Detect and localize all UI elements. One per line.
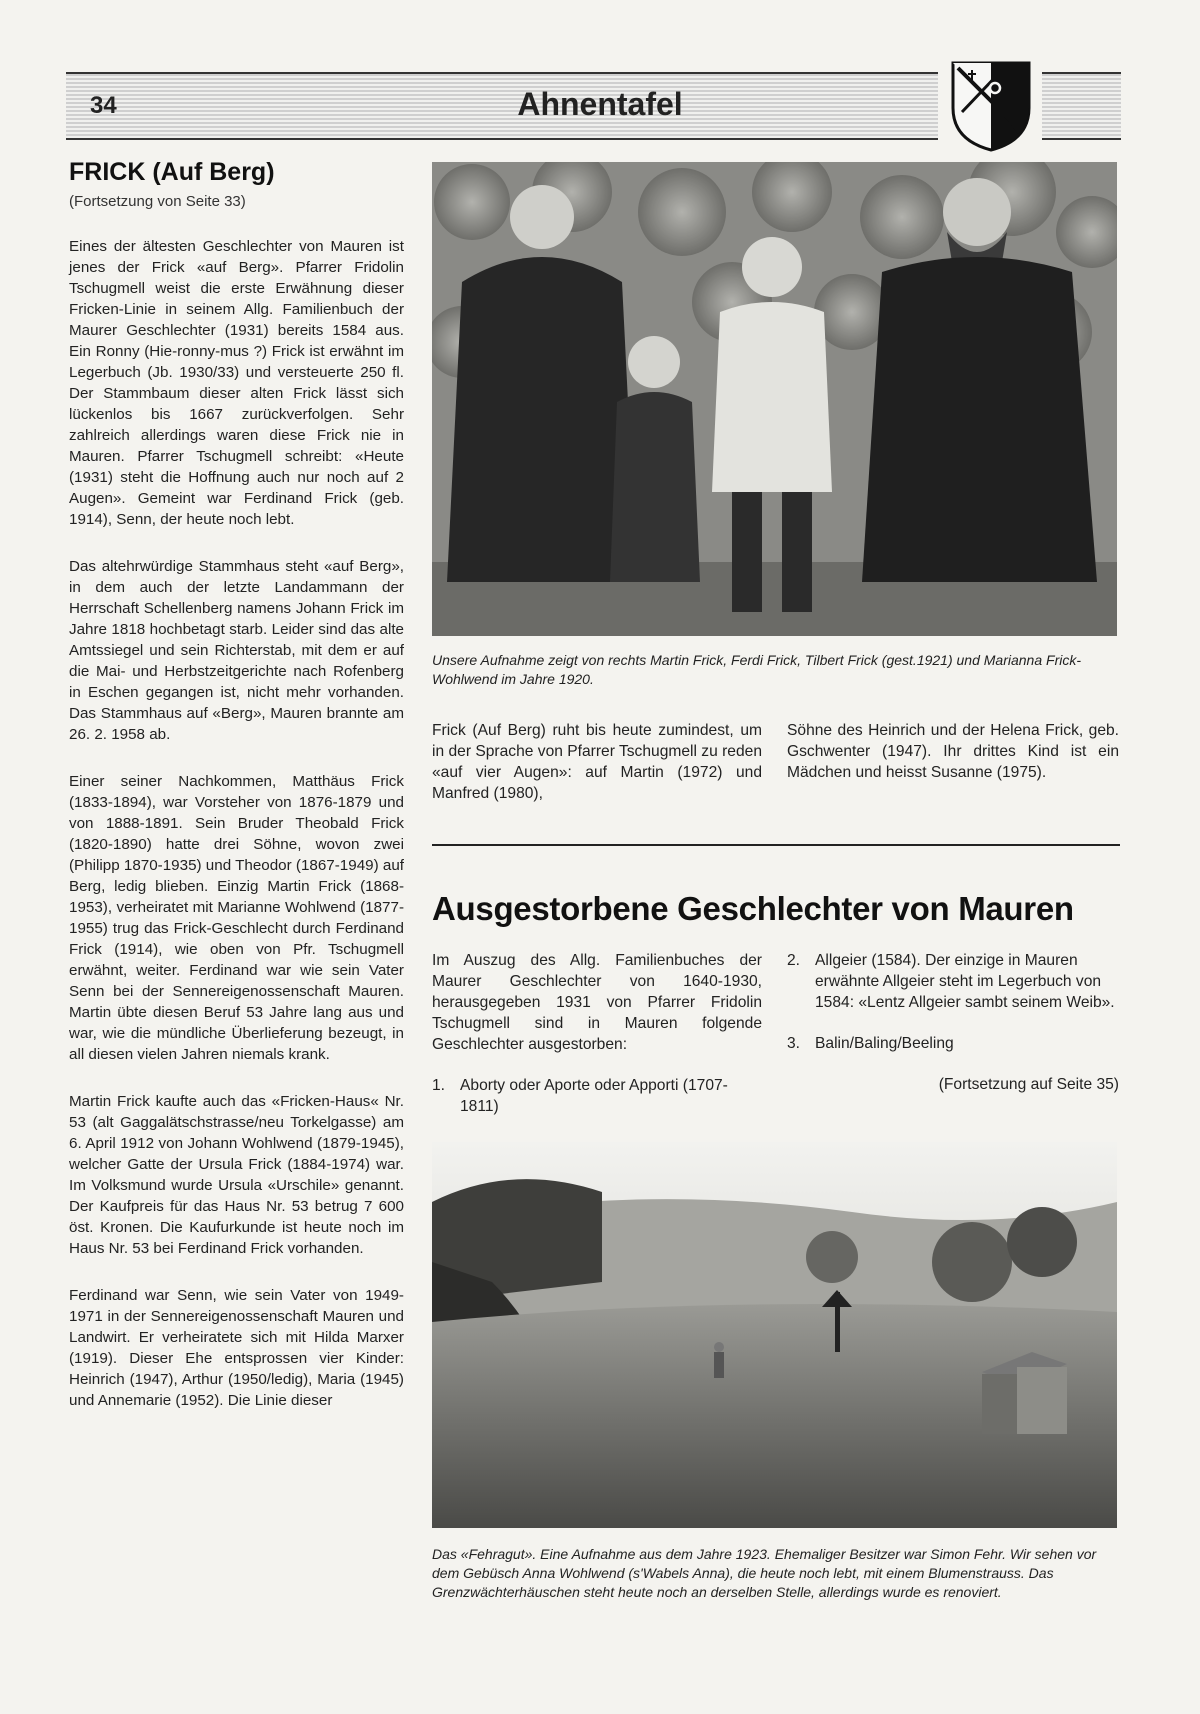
list-item-text: Aborty oder Aporte oder Apporti (1707-1811) bbox=[460, 1077, 728, 1115]
list-item bbox=[787, 950, 1119, 1013]
family-portrait-image bbox=[432, 162, 1117, 636]
frick-paragraph-3: Einer seiner Nachkommen, Matthäus Frick (1833-1894), war Vorsteher von 1876-1879 und von 1888-1891. Sein Bruder Theobald Frick (1820-1890) hatte drei Söhne, wovon zwei (Philipp 1870-1935) und Theodor (1867-1949) auf Berg, ledig blieben. Einzig Martin Frick (1868-1953), verheiratet mit Marianne Wohlwend (1877-1955) trug das Frick-Geschlecht durch Ferdinand Frick (1914), wie oben von Pfr. Tschugmell erwähnt, weiter. Ferdinand war wie sein Vater Senn bei der Sennereigenossenschaft Mauren. Martin übte diesen Beruf 53 Jahre lang aus und war, wie die mündliche Überlieferung bezeugt, in all diesen vielen Jahren niemals krank. bbox=[69, 773, 404, 1063]
frick-paragraph-4: Martin Frick kaufte auch das «Fricken-Haus« Nr. 53 (alt Gaggalätschstrasse/neu Torkelgasse) am 6. April 1912 von Johann Wohlwend (1879-1945), welcher Gatte der Ursula Frick (1884-1974) war. Im Volksmund wurde Ursula «Urschile» genannt. Der Kaufpreis für das Haus Nr. 53 betrug 7 600 öst. Kronen. Die Kaufurkunde ist heute noch im Haus Nr. 53 bei Ferdinand Frick vorhanden. bbox=[69, 1093, 404, 1257]
frick-paragraph-5: Ferdinand war Senn, wie sein Vater von 1949-1971 in der Sennereigenossenschaft Mauren und Landwirt. Er verheiratete sich mit Hilda Marxer (1919). Dieser Ehe entsprossen vier Kinder: Heinrich (1947), Arthur (1950/ledig), Maria (1945) und Annemarie (1952). Die Linie dieser bbox=[69, 1287, 404, 1409]
list-item bbox=[432, 1075, 762, 1117]
extinct-families-heading: Ausgestorbene Geschlechter von Mauren bbox=[432, 890, 1074, 927]
frick-heading: FRICK (Auf Berg) bbox=[69, 158, 275, 186]
frick-paragraph-1: Eines der ältesten Geschlechter von Mauren ist jenes der Frick «auf Berg». Pfarrer Fridolin Tschugmell weist die erste Erwähnung dieser Fricken-Linie in seinem Allg. Familienbuch der Maurer Geschlechter (1931) bereits 1584 aus. Ein Ronny (Hie-ronny-mus ?) Frick ist erwähnt im Legerbuch (Jb. 1930/33) und versteuerte 250 fl. Der Stammbaum dieser alten Frick lässt sich lückenlos bis 1667 zurückverfolgen. Sehr zahlreich allerdings waren diese Frick nie in Mauren. Pfarrer Tschugmell schreibt: «Heute (1931) steht die Hoffnung auch nur noch auf 2 Augen». Gemeint war Ferdinand Frick (geb. 1914), Senn, der heute noch lebt. bbox=[69, 238, 404, 528]
extinct-families-col-a bbox=[432, 950, 762, 1117]
extinct-families-col-b bbox=[787, 950, 1119, 1095]
family-portrait-photo bbox=[432, 162, 1117, 636]
section-divider bbox=[432, 844, 1120, 846]
coat-of-arms-icon bbox=[950, 60, 1032, 152]
list-item bbox=[787, 1033, 1119, 1054]
page-number: 34 bbox=[90, 92, 117, 119]
list-item-text: Allgeier (1584). Der einzige in Mauren erwähnte Allgeier steht im Legerbuch von 1584: «Lentz Allgeier sambt seinem Weib». bbox=[815, 952, 1115, 1011]
landscape-image bbox=[432, 1142, 1117, 1528]
list-item-number: 3. bbox=[787, 1035, 801, 1052]
frick-continuation-a: Frick (Auf Berg) ruht bis heute zumindest, um in der Sprache von Pfarrer Tschugmell zu reden «auf vier Augen»: auf Martin (1972) und Manfred (1980), bbox=[432, 722, 762, 802]
list-item-number: 2. bbox=[787, 952, 801, 969]
landscape-photo bbox=[432, 1142, 1117, 1528]
landscape-caption: Das «Fehragut». Eine Aufnahme aus dem Jahre 1923. Ehemaliger Besitzer war Simon Fehr. Wir sehen vor dem Gebüsch Anna Wohlwend (s'Wabels Anna), die heute noch lebt, mit einem Blumenstrauss. Das Grenzwächterhäuschen steht heute noch an derselben Stelle, allerdings wurde es renoviert. bbox=[432, 1546, 1097, 1600]
list-item-number: 1. bbox=[432, 1077, 446, 1094]
list-item-text: Balin/Baling/Beeling bbox=[815, 1035, 954, 1052]
continued-from-note: (Fortsetzung von Seite 33) bbox=[69, 193, 246, 210]
portrait-caption: Unsere Aufnahme zeigt von rechts Martin Frick, Ferdi Frick, Tilbert Frick (gest.1921) und Marianna Frick-Wohlwend im Jahre 1920. bbox=[432, 652, 1082, 687]
frick-continuation-b: Söhne des Heinrich und der Helena Frick, geb. Gschwenter (1947). Ihr drittes Kind ist ein Mädchen und heisst Susanne (1975). bbox=[787, 722, 1119, 781]
frick-paragraph-2: Das altehrwürdige Stammhaus steht «auf Berg», in dem auch der letzte Landammann der Herrschaft Schellenberg namens Johann Frick im Jahre 1818 hochbetagt starb. Leider sind das alte Amtssiegel und sein Richterstab, mit dem er auf die Mai- und Herbstzeitgerichte nach Rofenberg in Eschen gegangen ist, nicht mehr vorhanden. Das Stammhaus auf «Berg», Mauren brannte am 26. 2. 1958 ab. bbox=[69, 558, 404, 743]
extinct-families-intro: Im Auszug des Allg. Familienbuches der Maurer Geschlechter von 1640-1930, herausgegeben 1931 von Pfarrer Fridolin Tschugmell sind in Mauren folgende Geschlechter ausgestorben: bbox=[432, 952, 762, 1053]
continued-to-note: (Fortsetzung auf Seite 35) bbox=[938, 1076, 1119, 1093]
section-title: Ahnentafel bbox=[517, 86, 683, 122]
frick-article bbox=[69, 158, 404, 1437]
